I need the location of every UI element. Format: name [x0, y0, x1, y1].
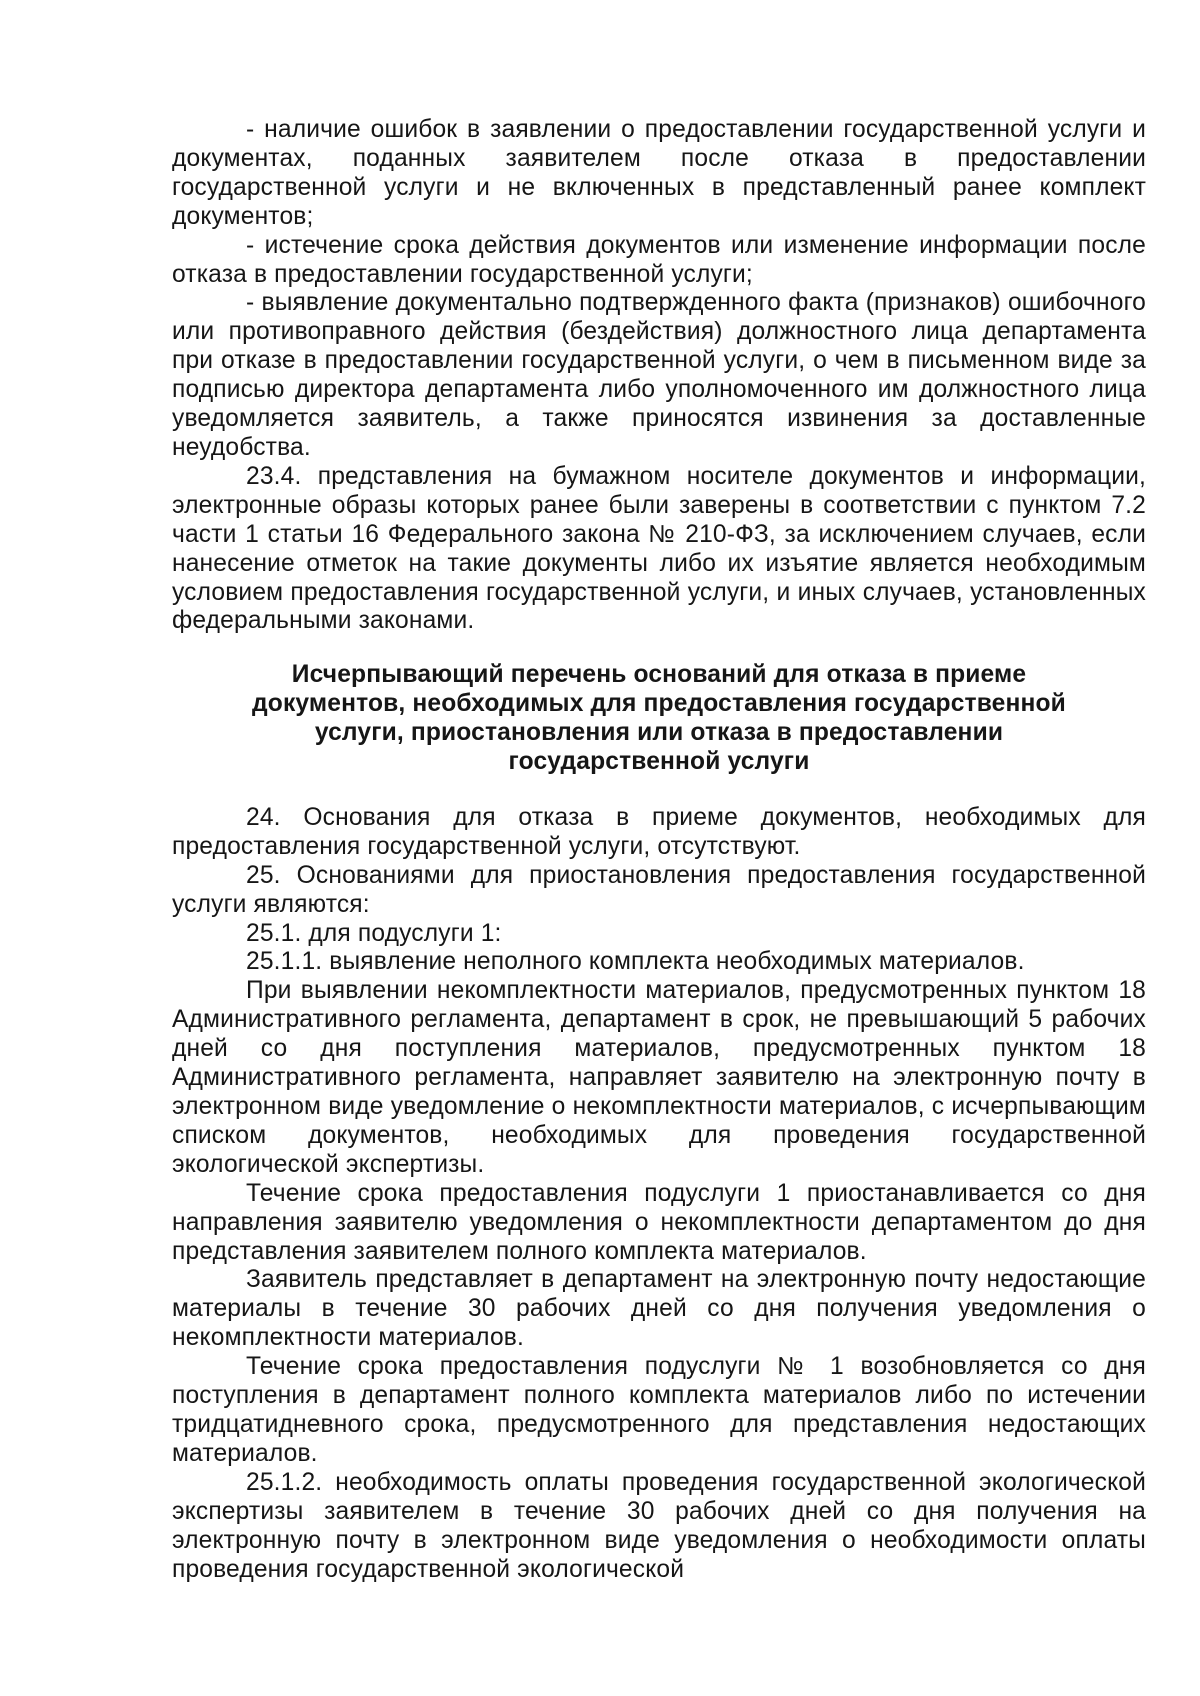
paragraph-incompleteness-notice: При выявлении некомплектности материалов, предусмотренных пунктом 18 Административного регламента, департамент в срок, не превышающий 5 рабочих дней со дня поступления материалов, предусмотренных пунктом 18 Административного регламента, направляет заявителю на электронную почту в электронном виде уведомление о некомплектности материалов, с исчерпывающим списком документов, необходимых для проведения государственной экологической экспертизы. — [172, 977, 1146, 1178]
paragraph-25-1-1: 25.1.1. выявление неполного комплекта необходимых материалов. — [246, 948, 1025, 976]
paragraph-25-1: 25.1. для подуслуги 1: — [246, 919, 502, 947]
paragraph-document-expiry: - истечение срока действия документов или изменение информации после отказа в предоставлении государственной услуги; — [172, 231, 1146, 288]
paragraph-25: 25. Основаниями для приостановления предоставления государственной услуги являются: — [172, 861, 1146, 918]
paragraph-official-misconduct: - выявление документально подтвержденного факта (признаков) ошибочного или противоправного действия (бездействия) должностного лица департамента при отказе в предоставлении государственной услуги, о чем в письменном виде за подписью директора департамента либо уполномоченного им должностного лица уведомляется заявитель, а также приносятся извинения за доставленные неудобства. — [172, 289, 1146, 461]
paragraph-24: 24. Основания для отказа в приеме документов, необходимых для предоставления государственной услуги, отсутствуют. — [172, 803, 1146, 860]
paragraph-suspension: Течение срока предоставления подуслуги 1 приостанавливается со дня направления заявителю уведомления о некомплектности департаментом до дня представления заявителем полного комплекта материалов. — [172, 1179, 1146, 1265]
paragraph-errors-in-application: - наличие ошибок в заявлении о предоставлении государственной услуги и документах, поданных заявителем после отказа в предоставлении государственной услуги и не включенных в представленный ранее комплект документов; — [172, 116, 1146, 230]
document-page — [172, 116, 1146, 1584]
paragraph-applicant-submits: Заявитель представляет в департамент на электронную почту недостающие материалы в течение 30 рабочих дней со дня получения уведомления о некомплектности материалов. — [172, 1266, 1146, 1352]
section-heading: Исчерпывающий перечень оснований для отказа в приеме документов, необходимых для предоставления государственной услуги, приостановления или отказа в предоставлении государственной услуги — [252, 661, 1066, 776]
paragraph-23-4: 23.4. представления на бумажном носителе документов и информации, электронные образы которых ранее были заверены в соответствии с пунктом 7.2 части 1 статьи 16 Федерального закона № 210-ФЗ, за исключением случаев, если нанесение отметок на такие документы либо их изъятие является необходимым условием предоставления государственной услуги, и иных случаев, установленных федеральными законами. — [172, 462, 1146, 635]
paragraph-resumption: Течение срока предоставления подуслуги № 1 возобновляется со дня поступления в департамент полного комплекта материалов либо по истечении тридцатидневного срока, предусмотренного для представления недостающих материалов. — [172, 1353, 1146, 1467]
paragraph-25-1-2: 25.1.2. необходимость оплаты проведения государственной экологической экспертизы заявителем в течение 30 рабочих дней со дня получения на электронную почту в электронном виде уведомления о необходимости оплаты проведения государственной экологической — [172, 1468, 1146, 1583]
